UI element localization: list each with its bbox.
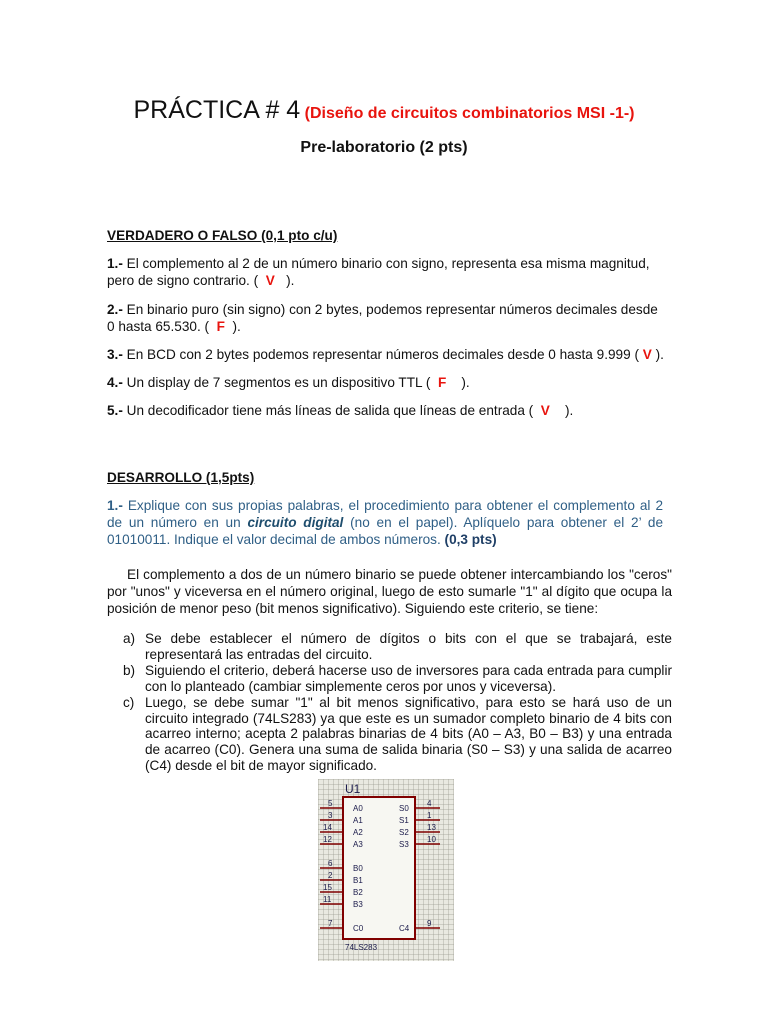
pin-label: A2 [353, 828, 363, 837]
list-item-text: Siguiendo el criterio, deberá hacerse uso de inversores para cada entrada para cumplir con lo planteado (cambiar simplemente ceros por unos y viceversa). [145, 662, 672, 694]
tf-answer: F [216, 319, 225, 334]
tf-item-text: En BCD con 2 bytes podemos representar números decimales desde 0 hasta 9.999 ( [122, 347, 639, 362]
tf-item-2 [107, 301, 663, 335]
pin-label: C0 [353, 924, 364, 933]
development-question-1 [107, 497, 663, 548]
tf-answer: F [437, 375, 447, 390]
question-number: 1.- [107, 498, 123, 513]
tf-item-number: 3.- [107, 347, 123, 362]
ic-reference: U1 [345, 782, 361, 796]
pin-number: 6 [328, 859, 333, 868]
pin-label: C4 [399, 924, 410, 933]
tf-item-text-end: ). [561, 403, 574, 418]
tf-item-text: En binario puro (sin signo) con 2 bytes, podemos representar números decimales desde 0 hasta 65.530. ( [107, 302, 658, 334]
pin-number: 3 [328, 811, 333, 820]
pin-number: 2 [328, 871, 333, 880]
pin-number: 4 [427, 799, 432, 808]
list-marker: a) [123, 631, 136, 646]
pin-label: S2 [399, 828, 409, 837]
tf-answer: V [540, 403, 550, 418]
title-main: PRÁCTICA # 4 [133, 96, 301, 124]
question-points: (0,3 pts) [444, 532, 497, 547]
steps-list [123, 631, 672, 774]
adder-ic-symbol [318, 779, 454, 961]
pin-label: S3 [399, 840, 409, 849]
list-item [123, 631, 672, 663]
tf-item-text: El complemento al 2 de un número binario con signo, representa esa misma magnitud, pero de signo contrario. ( [107, 256, 650, 288]
pin-number: 12 [323, 835, 332, 844]
list-item [123, 695, 672, 775]
tf-item-text: Un display de 7 segmentos es un dispositivo TTL ( [122, 375, 431, 390]
pin-number: 10 [427, 835, 436, 844]
tf-item-text-end: ). [282, 273, 295, 288]
pin-number: 9 [427, 919, 432, 928]
tf-item-text-end: ). [457, 375, 470, 390]
list-marker: b) [123, 662, 136, 678]
pin-label: B1 [353, 876, 363, 885]
tf-item-3 [107, 346, 687, 363]
ic-part-number: 74LS283 [345, 943, 378, 952]
pin-label: B2 [353, 888, 363, 897]
true-false-heading: VERDADERO O FALSO (0,1 pto c/u) [107, 228, 338, 243]
question-text: Explique con sus propias palabras, el procedimiento para obtener el complemento al 2 de un número en un [107, 498, 663, 530]
tf-item-5 [107, 402, 663, 419]
pin-number: 1 [427, 811, 432, 820]
circuit-schematic [318, 779, 454, 961]
pin-number: 5 [328, 799, 333, 808]
question-text-end: (no en el papel). Aplíquelo para obtener el 2’ de 01010011. Indique el valor decimal de ambos números. [107, 515, 663, 547]
development-heading: DESARROLLO (1,5pts) [107, 470, 255, 485]
pin-label: B0 [353, 864, 363, 873]
tf-answer: V [642, 347, 652, 362]
page-title [0, 96, 768, 125]
list-marker: c) [123, 694, 135, 710]
tf-item-number: 1.- [107, 256, 123, 271]
tf-item-text-end: ). [651, 347, 664, 362]
pin-number: 11 [323, 895, 332, 904]
list-item-text: Se debe establecer el número de dígitos o bits con el que se trabajará, este representará las entradas del circuito. [145, 631, 672, 662]
tf-item-number: 2.- [107, 302, 123, 317]
tf-item-text: Un decodificador tiene más líneas de salida que líneas de entrada ( [122, 403, 534, 418]
pin-label: S1 [399, 816, 409, 825]
title-sub: (Diseño de circuitos combinatorios MSI -1-) [304, 105, 635, 122]
tf-item-number: 5.- [107, 403, 123, 418]
pin-number: 14 [323, 823, 332, 832]
pin-number: 7 [328, 919, 333, 928]
tf-item-4 [107, 374, 663, 391]
question-emphasis: circuito digital [247, 515, 344, 530]
pin-label: A0 [353, 804, 363, 813]
list-item-text: Luego, se debe sumar "1" al bit menos significativo, para esto se hará uso de un circuito integrado (74LS283) ya que este es un sumador completo binario de 4 bits con acarreo interno; acepta 2 palabras binarias de 4 bits (A0 – A3, B0 – B3) y una entrada de acarreo (C0). Genera una suma de salida binaria (S0 – S3) y una salida de acarreo (C4) desde el bit de mayor significado. [145, 694, 672, 774]
tf-item-text-end: ). [228, 319, 241, 334]
pin-label: A1 [353, 816, 363, 825]
pin-number: 13 [427, 823, 436, 832]
page-subtitle: Pre-laboratorio (2 pts) [300, 139, 468, 156]
pin-number: 15 [323, 883, 332, 892]
tf-item-number: 4.- [107, 375, 123, 390]
answer-paragraph: El complemento a dos de un número binario se puede obtener intercambiando los "ceros" por "unos" y viceversa en el número original, luego de esto sumarle "1" al dígito que ocupa la posición de menor peso (bit menos significativo). Siguiendo este criterio, se tiene: [107, 567, 672, 616]
pin-label: B3 [353, 900, 363, 909]
pin-label: S0 [399, 804, 409, 813]
pin-label: A3 [353, 840, 363, 849]
tf-item-1 [107, 255, 663, 289]
list-item [123, 663, 672, 695]
tf-answer: V [265, 273, 275, 288]
